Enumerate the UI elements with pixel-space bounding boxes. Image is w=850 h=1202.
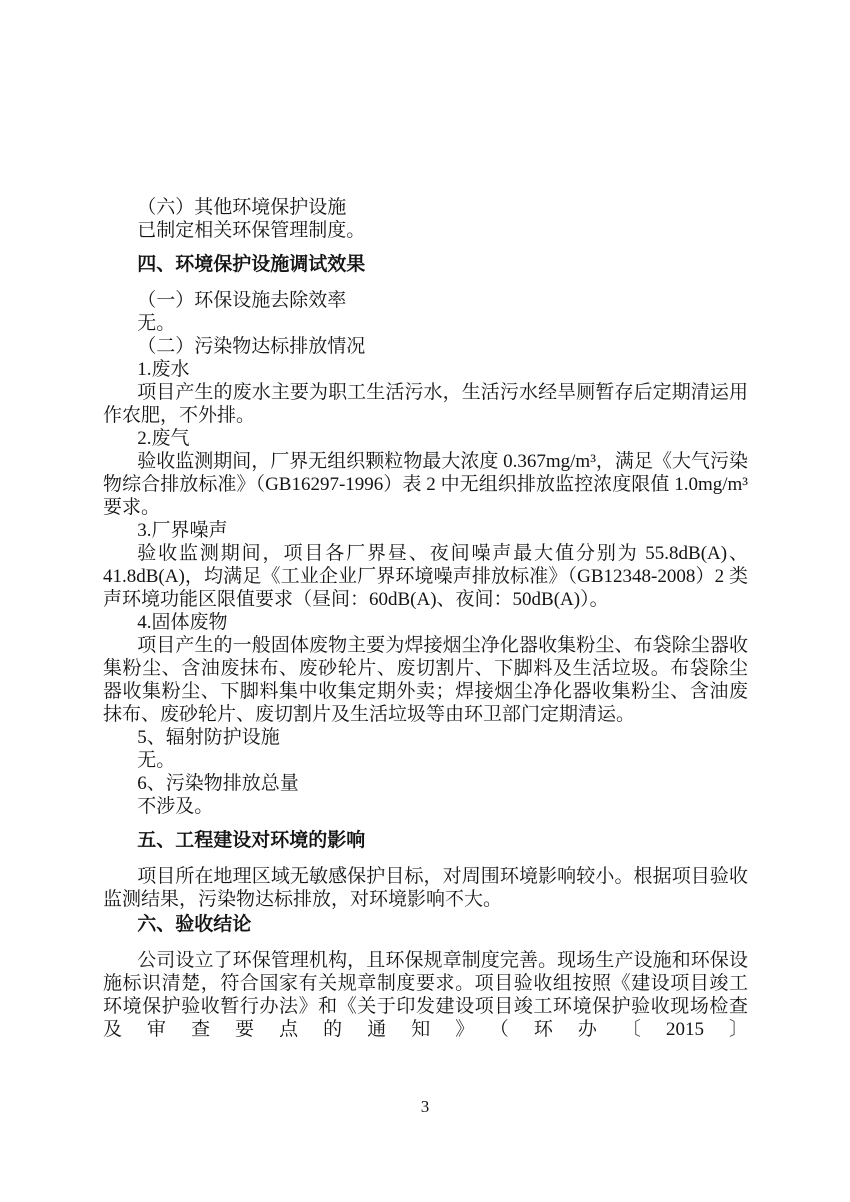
document-body	[103, 196, 748, 1041]
paragraph: 6、污染物排放总量	[137, 773, 299, 794]
paragraph: （六）其他环境保护设施	[137, 197, 347, 218]
paragraph: 无。	[137, 313, 176, 334]
paragraph: 项目所在地理区域无敏感保护目标，对周围环境影响较小。根据项目验收监测结果，污染物达标排放，对环境影响不大。	[103, 866, 748, 910]
paragraph: 已制定相关环保管理制度。	[137, 220, 366, 241]
paragraph: 1.废水	[137, 359, 190, 380]
paragraph: 3.厂界噪声	[137, 520, 228, 541]
paragraph: （二）污染物达标排放情况	[137, 336, 366, 357]
paragraph: 项目产生的一般固体废物主要为焊接烟尘净化器收集粉尘、布袋除尘器收集粉尘、含油废抹布、废砂轮片、废切割片、下脚料及生活垃圾。布袋除尘器收集粉尘、下脚料集中收集定期外卖；焊接烟尘净化器收集粉尘、含油废抹布、废砂轮片、废切割片及生活垃圾等由环卫部门定期清运。	[103, 635, 748, 725]
paragraph: 2.废气	[137, 428, 190, 449]
paragraph: 无。	[137, 750, 176, 771]
paragraph: 5、辐射防护设施	[137, 727, 280, 748]
heading-section-6: 六、验收结论	[137, 914, 252, 935]
page-number: 3	[420, 1097, 430, 1116]
paragraph: 不涉及。	[137, 796, 214, 817]
paragraph: （一）环保设施去除效率	[137, 290, 347, 311]
paragraph: 4.固体废物	[137, 612, 228, 633]
paragraph: 公司设立了环保管理机构，且环保规章制度完善。现场生产设施和环保设施标识清楚，符合国家有关规章制度要求。项目验收组按照《建设项目竣工环境保护验收暂行办法》和《关于印发建设项目竣工环境保护验收现场检查及审查要点的通知》（环办〔2015〕	[103, 950, 748, 1040]
paragraph: 验收监测期间，项目各厂界昼、夜间噪声最大值分别为 55.8dB(A)、41.8dB(A)，均满足《工业企业厂界环境噪声排放标准》（GB12348-2008）2 类声环境功能区限值要求（昼间：60dB(A)、夜间：50dB(A)）。	[103, 543, 748, 610]
heading-section-4: 四、环境保护设施调试效果	[137, 254, 366, 275]
paragraph: 验收监测期间，厂界无组织颗粒物最大浓度 0.367mg/m³，满足《大气污染物综合排放标准》（GB16297-1996）表 2 中无组织排放监控浓度限值 1.0mg/m³要求。	[103, 451, 748, 518]
page-footer	[0, 1096, 850, 1118]
paragraph: 项目产生的废水主要为职工生活污水，生活污水经旱厕暂存后定期清运用作农肥，不外排。	[103, 382, 748, 426]
heading-section-5: 五、工程建设对环境的影响	[137, 830, 366, 851]
